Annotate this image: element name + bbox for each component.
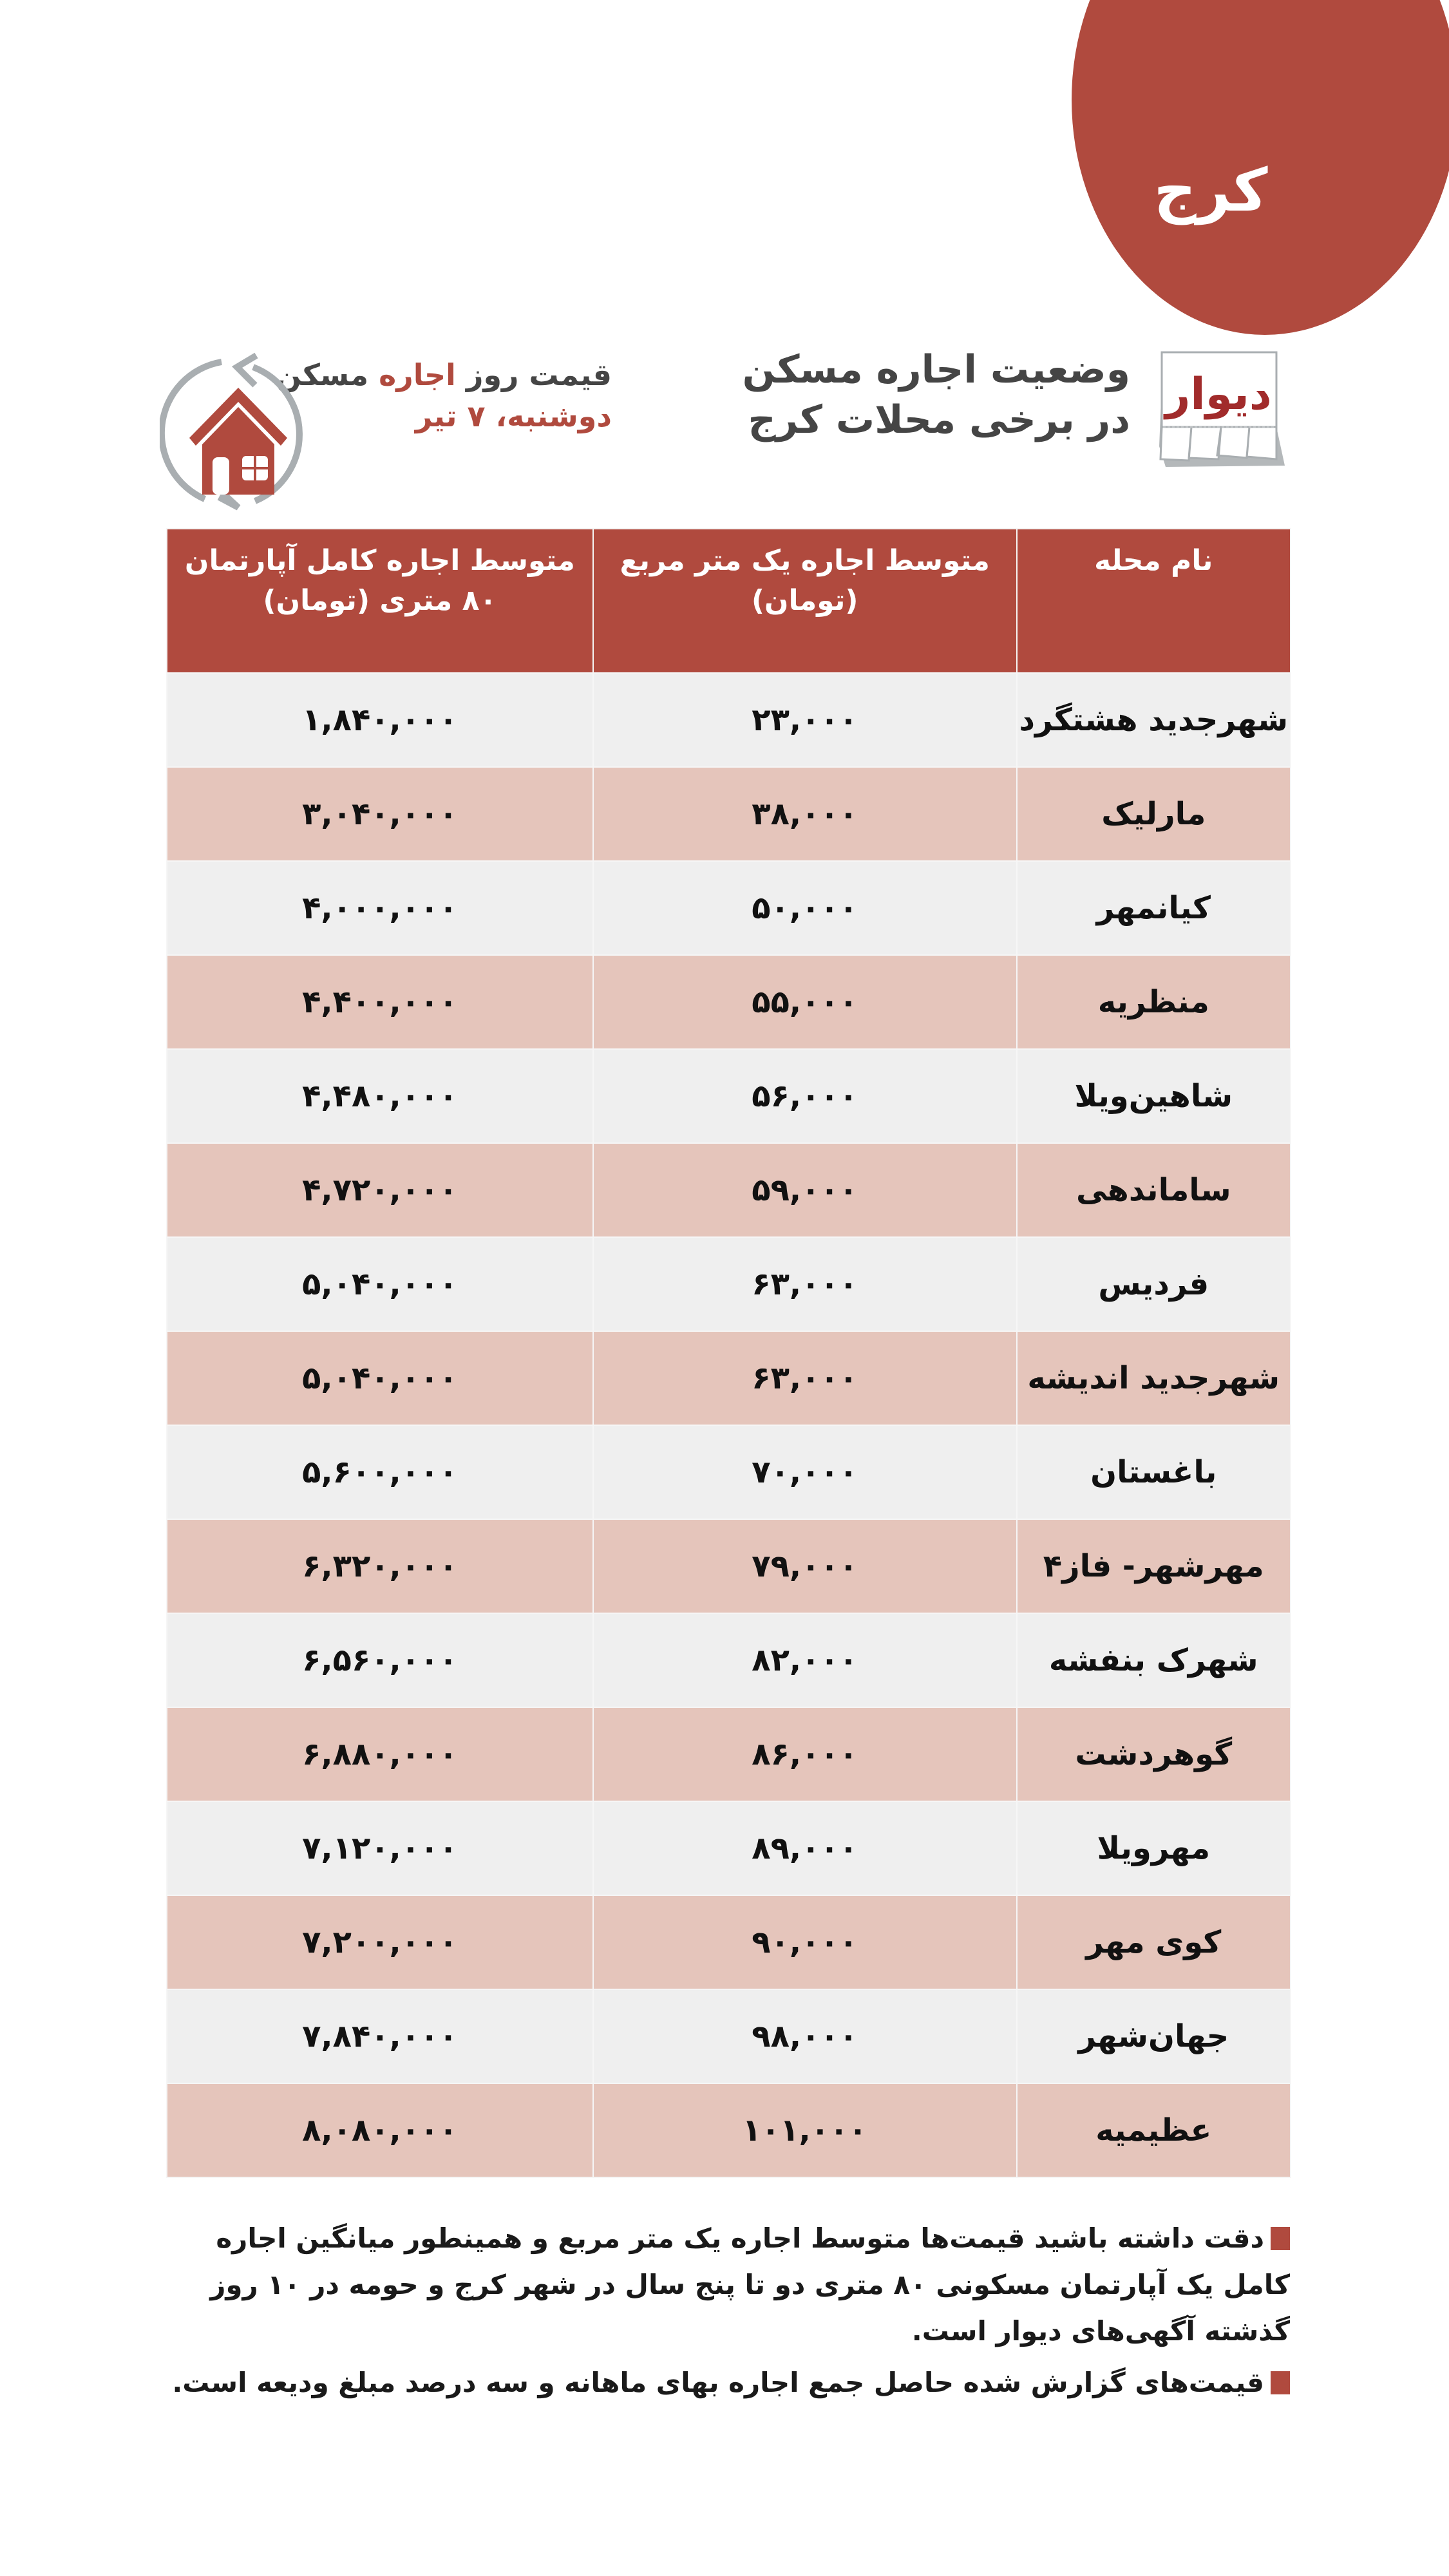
table-row: [167, 1895, 1291, 1989]
house-refresh-icon: [160, 348, 314, 515]
cell-neighborhood: باغستان: [1017, 1425, 1291, 1519]
cell-neighborhood: مارلیک: [1017, 767, 1291, 861]
table-row: [167, 955, 1291, 1049]
cell-sqm: ۹۸,۰۰۰: [593, 1989, 1017, 2083]
cell-sqm: ۵۶,۰۰۰: [593, 1049, 1017, 1143]
table-header-row: [167, 529, 1291, 673]
cell-neighborhood: شهرجدید اندیشه: [1017, 1331, 1291, 1425]
cell-sqm: ۸۶,۰۰۰: [593, 1707, 1017, 1801]
cell-full: ۱,۸۴۰,۰۰۰: [167, 673, 593, 767]
table-row: [167, 2083, 1291, 2177]
rent-table: [166, 528, 1291, 2178]
cell-sqm: ۵۰,۰۰۰: [593, 861, 1017, 955]
footnote: دقت داشته باشید قیمت‌ها متوسط اجاره یک متر مربع و همینطور میانگین اجاره کامل یک آپارتمان مسکونی ۸۰ متری دو تا پنج سال در شهر کرج و حومه در ۱۰ روز گذشته آگهی‌های دیوار است.: [210, 2222, 1290, 2347]
cell-neighborhood: فردیس: [1017, 1237, 1291, 1331]
cell-sqm: ۷۰,۰۰۰: [593, 1425, 1017, 1519]
date-label: دوشنبه، ۷ تیر: [415, 399, 612, 433]
daily-prefix: قیمت روز: [455, 357, 612, 392]
cell-neighborhood: جهان‌شهر: [1017, 1989, 1291, 2083]
cell-neighborhood: مهرویلا: [1017, 1801, 1291, 1895]
table-row: [167, 767, 1291, 861]
cell-full: ۴,۰۰۰,۰۰۰: [167, 861, 593, 955]
cell-sqm: ۸۲,۰۰۰: [593, 1613, 1017, 1707]
cell-sqm: ۷۹,۰۰۰: [593, 1519, 1017, 1613]
cell-sqm: ۶۳,۰۰۰: [593, 1237, 1017, 1331]
footnote: قیمت‌های گزارش شده حاصل جمع اجاره بهای ماهانه و سه درصد مبلغ ودیعه است.: [166, 2360, 1290, 2406]
table-row: [167, 861, 1291, 955]
cell-neighborhood: عظیمیه: [1017, 2083, 1291, 2177]
cell-sqm: ۵۵,۰۰۰: [593, 955, 1017, 1049]
square-bullet-icon: [1271, 2371, 1290, 2394]
title-line-2: در برخی محلات کرج: [748, 397, 1130, 442]
square-bullet-icon: [1271, 2227, 1290, 2250]
daily-accent: اجاره: [379, 357, 456, 392]
table-row: [167, 1049, 1291, 1143]
header-neighborhood: نام محله: [1017, 529, 1291, 673]
table-row: [167, 1143, 1291, 1237]
footnotes: [166, 2215, 1290, 2406]
cell-full: ۴,۴۰۰,۰۰۰: [167, 955, 593, 1049]
cell-neighborhood: شهرک بنفشه: [1017, 1613, 1291, 1707]
cell-neighborhood: گوهردشت: [1017, 1707, 1291, 1801]
table-row: [167, 1989, 1291, 2083]
cell-full: ۸,۰۸۰,۰۰۰: [167, 2083, 593, 2177]
cell-full: ۶,۳۲۰,۰۰۰: [167, 1519, 593, 1613]
daily-price-caption: [276, 354, 612, 437]
cell-full: ۵,۰۴۰,۰۰۰: [167, 1331, 593, 1425]
page-title: [743, 345, 1130, 445]
header-full-rent: متوسط اجاره کامل آپارتمان ۸۰ متری (تومان): [167, 529, 593, 673]
cell-full: ۴,۴۸۰,۰۰۰: [167, 1049, 593, 1143]
daily-suffix: مسکن: [276, 357, 379, 392]
cell-sqm: ۱۰۱,۰۰۰: [593, 2083, 1017, 2177]
cell-sqm: ۲۳,۰۰۰: [593, 673, 1017, 767]
city-label: کرج: [1153, 156, 1268, 225]
table-row: [167, 1331, 1291, 1425]
table-row: [167, 673, 1291, 767]
divar-logo-icon: [1159, 350, 1285, 478]
cell-full: ۷,۸۴۰,۰۰۰: [167, 1989, 593, 2083]
table-row: [167, 1425, 1291, 1519]
cell-neighborhood: شهرجدید هشتگرد: [1017, 673, 1291, 767]
table-row: [167, 1519, 1291, 1613]
svg-text:دیوار: دیوار: [1165, 369, 1272, 420]
cell-full: ۳,۰۴۰,۰۰۰: [167, 767, 593, 861]
cell-full: ۴,۷۲۰,۰۰۰: [167, 1143, 593, 1237]
cell-full: ۷,۲۰۰,۰۰۰: [167, 1895, 593, 1989]
cell-neighborhood: شاهین‌ویلا: [1017, 1049, 1291, 1143]
table-row: [167, 1237, 1291, 1331]
cell-sqm: ۵۹,۰۰۰: [593, 1143, 1017, 1237]
cell-full: ۶,۵۶۰,۰۰۰: [167, 1613, 593, 1707]
title-line-1: وضعیت اجاره مسکن: [742, 347, 1130, 392]
table-row: [167, 1707, 1291, 1801]
table-row: [167, 1801, 1291, 1895]
cell-sqm: ۹۰,۰۰۰: [593, 1895, 1017, 1989]
cell-full: ۶,۸۸۰,۰۰۰: [167, 1707, 593, 1801]
cell-neighborhood: ساماندهی: [1017, 1143, 1291, 1237]
table-row: [167, 1613, 1291, 1707]
cell-neighborhood: منظریه: [1017, 955, 1291, 1049]
cell-full: ۵,۶۰۰,۰۰۰: [167, 1425, 593, 1519]
cell-neighborhood: مهرشهر- فاز۴: [1017, 1519, 1291, 1613]
cell-full: ۵,۰۴۰,۰۰۰: [167, 1237, 593, 1331]
cell-sqm: ۶۳,۰۰۰: [593, 1331, 1017, 1425]
cell-full: ۷,۱۲۰,۰۰۰: [167, 1801, 593, 1895]
cell-neighborhood: کیانمهر: [1017, 861, 1291, 955]
cell-sqm: ۸۹,۰۰۰: [593, 1801, 1017, 1895]
cell-sqm: ۳۸,۰۰۰: [593, 767, 1017, 861]
header-sqm-rent: متوسط اجاره یک متر مربع (تومان): [593, 529, 1017, 673]
cell-neighborhood: کوی مهر: [1017, 1895, 1291, 1989]
